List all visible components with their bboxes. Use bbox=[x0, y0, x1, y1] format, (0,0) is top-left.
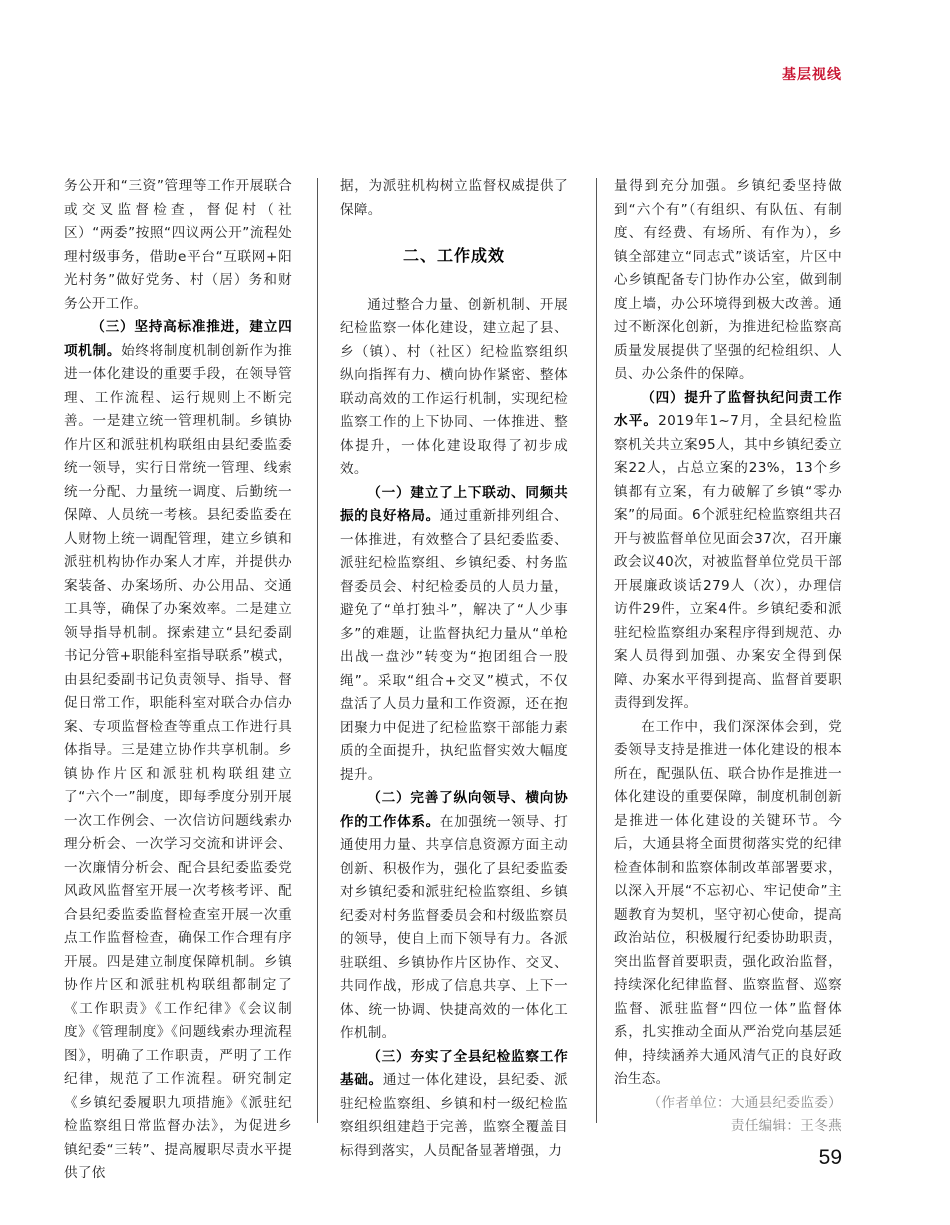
editor-credit: 责任编辑：王冬燕 bbox=[730, 1118, 842, 1134]
section-tag: 基层视线 bbox=[782, 67, 842, 83]
column-3 bbox=[614, 175, 842, 1139]
author-affiliation: （作者单位：大通县纪委监委） bbox=[647, 1094, 842, 1111]
paragraph-text: 始终将制度机制创新作为推进一体化建设的重要手段，在领导管理、工作流程、运行规则上不断完善。一是建立统一管理机制。乡镇协作片区和派驻机构联组由县纪委监委统一领导，实行日常统一管理、线索统一分配、力量统一调度、后勤统一保障、人员统一考核。县纪委监委在人财物上统一调配管理，建立乡镇和派驻机构协作办案人才库，并提供办案装备、办案场所、办公用品、交通工具等，确保了办案效率。二是建立领导指导机制。探索建立“县纪委副书记分管+职能科室指导联系”模式，由县纪委副书记负责领导、指导、督促日常工作，职能科室对联合办信办案、专项监督检查等重点工作进行具体指导。三是建立协作共享机制。乡镇协作片区和派驻机构联组建立了“六个一”制度，即每季度分别开展一次工作例会、一次信访问题线索办理分析会、一次学习交流和讲评会、一次廉情分析会、配合县纪委监委党风政风监督室开展一次考核考评、配合县纪委监委监督检查室开展一次重点工作监督检查，确保工作合理有序开展。四是建立制度保障机制。乡镇协作片区和派驻机构联组都制定了《工作职责》《工作纪律》《会议制度》《管理制度》《问题线索办理流程图》，明确了工作职责，严明了工作纪律，规范了工作流程。研究制定《乡镇纪委履职九项措施》《派驻纪检监察组日常监督办法》，为促进乡镇纪委“三转”、提高履职尽责水平提供了依 bbox=[64, 342, 292, 1181]
paragraph bbox=[340, 1046, 568, 1164]
column-divider bbox=[596, 178, 597, 1123]
paragraph bbox=[340, 787, 568, 1046]
subheading: （三）夯实了全县纪检监察工作基础。 bbox=[340, 1048, 568, 1088]
paragraph: 务公开和“三资”管理等工作开展联合或交叉监督检查，督促村（社区）“两委”按照“四议两公开”流程处理村级事务，借助e平台“互联网+阳光村务”做好党务、村（居）务和财务公开工作。 bbox=[64, 178, 292, 312]
column-2 bbox=[340, 175, 568, 1163]
column-1 bbox=[64, 175, 292, 1186]
subheading: （四）提升了监督执纪问责工作水平。 bbox=[614, 389, 842, 429]
column-divider bbox=[317, 178, 318, 1123]
subheading: （三）坚持高标准推进，建立四项机制。 bbox=[64, 319, 292, 359]
paragraph-text: 在加强统一领导、打通使用力量、共享信息资源方面主动创新、积极作为，强化了县纪委监委对乡镇纪委和派驻纪检监察组、乡镇纪委对村务监督委员会和村级监察员的领导，使自上而下领导有力。各派驻联组、乡镇协作片区协作、交叉、共同作战，形成了信息共享、上下一体、统一协调、快捷高效的一体化工作机制。 bbox=[340, 813, 568, 1041]
paragraph bbox=[614, 387, 842, 716]
section-heading: 二、工作成效 bbox=[402, 246, 505, 265]
paragraph: 在工作中，我们深深体会到，党委领导支持是推进一体化建设的根本所在，配强队伍、联合协作是推进一体化建设的重要保障，制度机制创新是推进一体化建设的关键环节。今后，大通县将全面贯彻落实党的纪律检查体制和监察体制改革部署要求，以深入开展“不忘初心、牢记使命”主题教育为契机，坚守初心使命，提高政治站位，积极履行纪委协助职责，突出监督首要职责，强化政治监督，持续深化纪律监督、监察监督、巡察监督、派驻监督“四位一体”监督体系，扎实推动全面从严治党向基层延伸，持续涵养大通风清气正的良好政治生态。 bbox=[614, 718, 842, 1087]
paragraph: 据，为派驻机构树立监督权威提供了保障。 bbox=[340, 178, 568, 218]
page-number: 59 bbox=[818, 1146, 842, 1169]
paragraph: 通过整合力量、创新机制、开展纪检监察一体化建设，建立起了县、乡（镇）、村（社区）纪检监察组织纵向指挥有力、横向协作紧密、整体联动高效的工作运行机制，实现纪检监察工作的上下协同、一体推进、整体提升，一体化建设取得了初步成效。 bbox=[340, 296, 568, 477]
subheading: （一）建立了上下联动、同频共振的良好格局。 bbox=[340, 484, 568, 524]
paragraph-text: 2019年1~7月，全县纪检监察机关共立案95人，其中乡镇纪委立案22人，占总立案的23%，13个乡镇都有立案，有力破解了乡镇“零办案”的局面。6个派驻纪检监察组共召开与被监督单位见面会37次，召开廉政会议40次，对被监督单位党员干部开展廉政谈话279人（次），办理信访件29件，立案4件。乡镇纪委和派驻纪检监察组办案程序得到规范、办案人员得到加强、办案安全得到保障、办案水平得到提高、监督首要职责得到发挥。 bbox=[614, 413, 842, 711]
paragraph bbox=[64, 316, 292, 1186]
paragraph-text: 通过一体化建设，县纪委、派驻纪检监察组、乡镇和村一级纪检监察组织组建趋于完善，监察全覆盖目标得到落实，人员配备显著增强，力 bbox=[340, 1072, 568, 1159]
paragraph-text: 通过重新排列组合、一体推进，有效整合了县纪委监委、派驻纪检监察组、乡镇纪委、村务监督委员会、村纪检委员的人员力量，避免了“单打独斗”，解决了“人少事多”的难题，让监督执纪力量从“单枪出战一盘沙”转变为“抱团组合一股绳”。采取“组合+交叉”模式，不仅盘活了人员力量和工作资源，还在抱团聚力中促进了纪检监察干部能力素质的全面提升，执纪监督实效大幅度提升。 bbox=[340, 508, 568, 783]
paragraph bbox=[340, 482, 568, 788]
paragraph: 量得到充分加强。乡镇纪委坚持做到“六个有”（有组织、有队伍、有制度、有经费、有场所、有作为），乡镇全部建立“同志式”谈话室，片区中心乡镇配备专门协作办公室，做到制度上墙，办公环境得到极大改善。通过不断深化创新，为推进纪检监察高质量发展提供了坚强的纪检组织、人员、办公条件的保障。 bbox=[614, 178, 842, 382]
subheading: （二）完善了纵向领导、横向协作的工作体系。 bbox=[340, 790, 568, 830]
